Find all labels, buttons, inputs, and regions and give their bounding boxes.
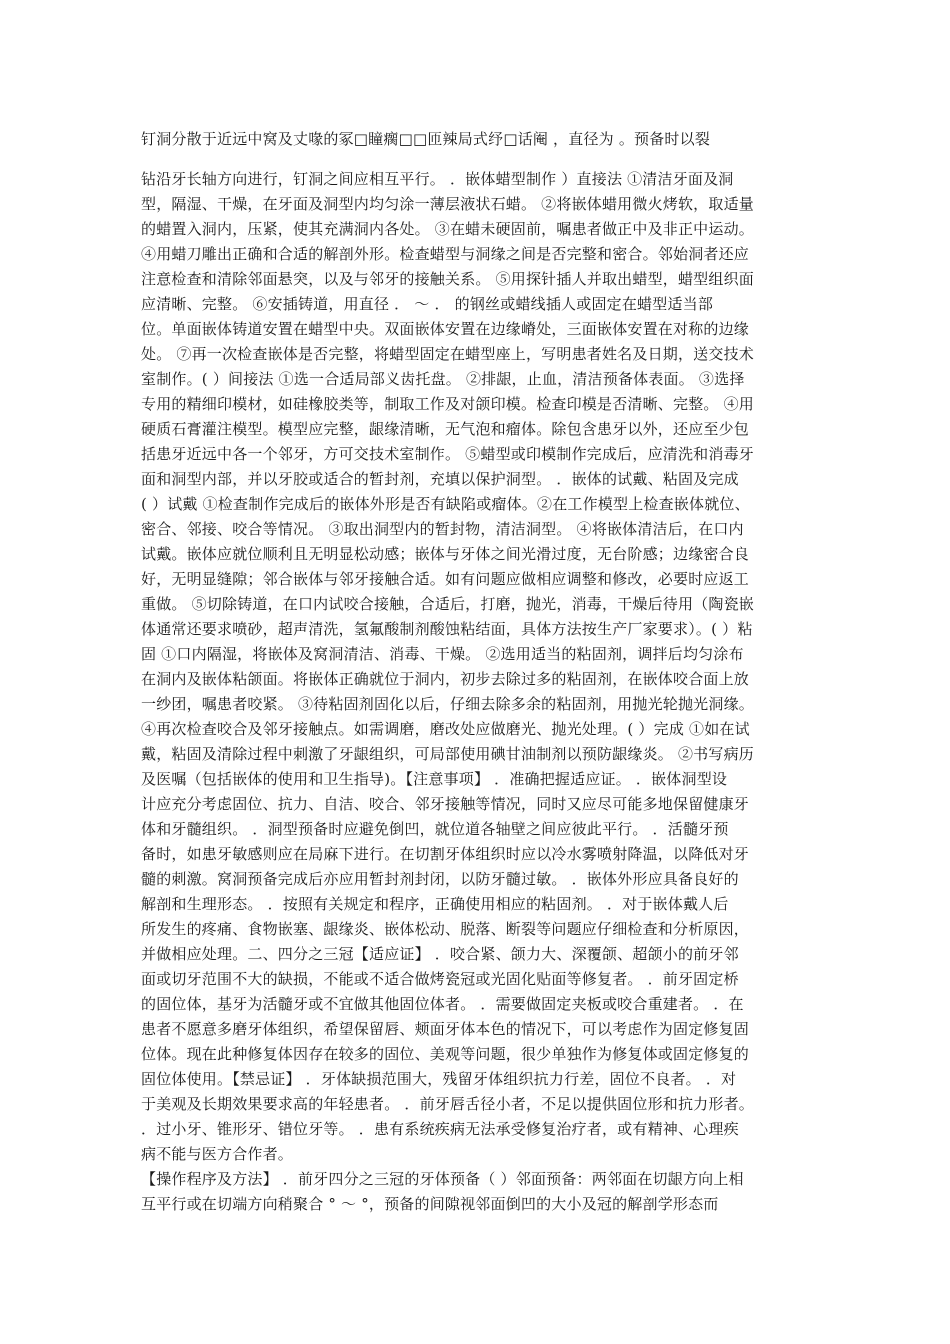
text-line: 及医嘱（包括嵌体的使用和卫生指导)。【注意事项】 ．准确把握适应证。 ．嵌体洞型设 bbox=[141, 770, 728, 788]
text-line: 密合、邻接、咬合等情况。 ③取出洞型内的暂封物，清洁洞型。 ④将嵌体清洁后，在口内 bbox=[141, 520, 744, 538]
text-line: 钉洞分散于近远中窝及丈喙的冢□瞳瘸□□匝辣局式纾□话阉 ，直径为 。预备时以裂 bbox=[141, 130, 711, 148]
text-line: 在洞内及嵌体粘颌面。将嵌体正确就位于洞内，初步去除过多的粘固剂，在嵌体咬合面上放 bbox=[141, 670, 750, 688]
text-line: 好，无明显缝隙；邻合嵌体与邻牙接触合适。如有问题应做相应调整和修改，必要时应返工 bbox=[141, 570, 750, 588]
text-line: ( ）试戴 ①检查制作完成后的嵌体外形是否有缺陷或瘤体。②在工作模型上检查嵌体就位、 bbox=[141, 495, 750, 513]
text-line: 注意检查和清除邻面悬突，以及与邻牙的接触关系。 ⑤用探针插人并取出蜡型，蜡型组织面 bbox=[141, 270, 754, 288]
text-line: 位体。现在此种修复体因存在较多的固位、美观等问题，很少单独作为修复体或固定修复的 bbox=[141, 1045, 750, 1063]
text-line: 戴，粘固及清除过程中刺激了牙龈组织，可局部使用碘甘油制剂以预防龈缘炎。 ②书写病历 bbox=[141, 745, 754, 763]
text-line: 解剖和生理形态。 ．按照有关规定和程序，正确使用相应的粘固剂。 ．对于嵌体戴人后 bbox=[141, 895, 729, 913]
text-line: 面或切牙范围不大的缺损，不能或不适合做烤瓷冠或光固化贴面等修复者。 ．前牙固定桥 bbox=[141, 970, 739, 988]
text-line: 体通常还要求喷砂，超声清洗，氢氟酸制剂酸蚀粘结面，具体方法按生产厂家要求）。( ）粘 bbox=[141, 620, 753, 638]
text-line: ．过小牙、锥形牙、错位牙等。 ．患有系统疾病无法承受修复治疗者，或有精神、心理疾 bbox=[141, 1120, 739, 1138]
text-line: 室制作。( ）间接法 ①选一合适局部义齿托盘。 ②排龈，止血，清洁预备体表面。 ③选择 bbox=[141, 370, 745, 388]
text-line: 的蜡置入洞内，压紧，使其充满洞内各处。 ③在蜡未硬固前，嘱患者做正中及非正中运动。 bbox=[141, 220, 754, 238]
text-line: 髓的刺激。窝洞预备完成后亦应用暂封剂封闭，以防牙髓过敏。 ．嵌体外形应具备良好的 bbox=[141, 870, 739, 888]
text-line: 的固位体，基牙为活髓牙或不宜做其他固位体者。 ．需要做固定夹板或咬合重建者。 ．在 bbox=[141, 995, 744, 1013]
text-line: 位。单面嵌体铸道安置在蜡型中央。双面嵌体安置在边缘嵴处，三面嵌体安置在对称的边缘 bbox=[141, 320, 750, 338]
text-line: 硬质石膏灌注模型。模型应完整，龈缘清晰，无气泡和瘤体。除包含患牙以外，还应至少包 bbox=[141, 420, 750, 438]
text-line: 重做。 ⑤切除铸道，在口内试咬合接触，合适后，打磨，抛光，消毒，干燥后待用（陶瓷嵌 bbox=[141, 595, 754, 613]
text-line: 互平行或在切端方向稍聚合 ° ～ °，预备的间隙视邻面倒凹的大小及冠的解剖学形态而 bbox=[141, 1195, 719, 1213]
text-line: 面和洞型内部，并以牙胶或适合的暂封剂，充填以保护洞型。 ．嵌体的试戴、粘固及完成 bbox=[141, 470, 739, 488]
text-line: 于美观及长期效果要求高的年轻患者。 ．前牙唇舌径小者，不足以提供固位形和抗力形者。 bbox=[141, 1095, 754, 1113]
text-line: 并做相应处理。二、四分之三冠【适应证】 ．咬合紧、颌力大、深覆颌、超颌小的前牙邻 bbox=[141, 945, 739, 963]
text-line: ④用蜡刀雕出正确和合适的解剖外形。检查蜡型与洞缘之间是否完整和密合。邻始洞者还应 bbox=[141, 245, 750, 263]
text-line: 【操作程序及方法】 ．前牙四分之三冠的牙体预备（ ）邻面预备：两邻面在切龈方向上相 bbox=[141, 1170, 744, 1188]
text-line: 固 ①口内隔湿，将嵌体及窝洞清洁、消毒、干燥。 ②选用适当的粘固剂，调拌后均匀涂布 bbox=[141, 645, 744, 663]
text-line: 一纱团，嘱患者咬紧。 ③待粘固剂固化以后，仔细去除多余的粘固剂，用抛光轮抛光洞缘。 bbox=[141, 695, 754, 713]
text-line: 病不能与医方合作者。 bbox=[141, 1145, 294, 1163]
text-line: 体和牙髓组织。 ．洞型预备时应避免倒凹，就位道各轴壁之间应彼此平行。 ．活髓牙预 bbox=[141, 820, 729, 838]
text-line: 处。 ⑦再一次检查嵌体是否完整，将蜡型固定在蜡型座上，写明患者姓名及日期，送交技术 bbox=[141, 345, 754, 363]
text-line: 所发生的疼痛、食物嵌塞、龈缘炎、嵌体松动、脱落、断裂等问题应仔细检查和分析原因， bbox=[141, 920, 750, 938]
text-line: 试戴。嵌体应就位顺利且无明显松动感；嵌体与牙体之间光滑过度，无台阶感；边缘密合良 bbox=[141, 545, 750, 563]
text-line: 型，隔湿、干燥，在牙面及洞型内均匀涂一薄层液状石蜡。 ②将嵌体蜡用微火烤软，取适量 bbox=[141, 195, 754, 213]
text-line: 固位体使用。【禁忌证】 ．牙体缺损范围大，残留牙体组织抗力行差，固位不良者。 ．对 bbox=[141, 1070, 737, 1088]
text-line: 应清晰、完整。 ⑥安插铸道，用直径 ． ～ ． 的钢丝或蜡线插人或固定在蜡型适当部 bbox=[141, 295, 714, 313]
text-line: 钻沿牙长轴方向进行，钉洞之间应相互平行。 ．嵌体蜡型制作 ）直接法 ①清洁牙面及洞 bbox=[141, 170, 734, 188]
text-line: 计应充分考虑固位、抗力、自洁、咬合、邻牙接触等情况，同时又应尽可能多地保留健康牙 bbox=[141, 795, 750, 813]
text-line: 专用的精细印模材，如硅橡胶类等，制取工作及对颌印模。检查印模是否清晰、完整。 ④用 bbox=[141, 395, 754, 413]
text-line: 括患牙近远中各一个邻牙，方可交技术室制作。 ⑤蜡型或印模制作完成后，应清洗和消毒牙 bbox=[141, 445, 754, 463]
text-line: 患者不愿意多磨牙体组织，希望保留唇、颊面牙体本色的情况下，可以考虑作为固定修复固 bbox=[141, 1020, 750, 1038]
text-line: 备时，如患牙敏感则应在局麻下进行。在切割牙体组织时应以冷水雾喷射降温，以降低对牙 bbox=[141, 845, 750, 863]
text-line: ④再次检查咬合及邻牙接触点。如需调磨，磨改处应做磨光、抛光处理。( ）完成 ①如在试 bbox=[141, 720, 750, 738]
